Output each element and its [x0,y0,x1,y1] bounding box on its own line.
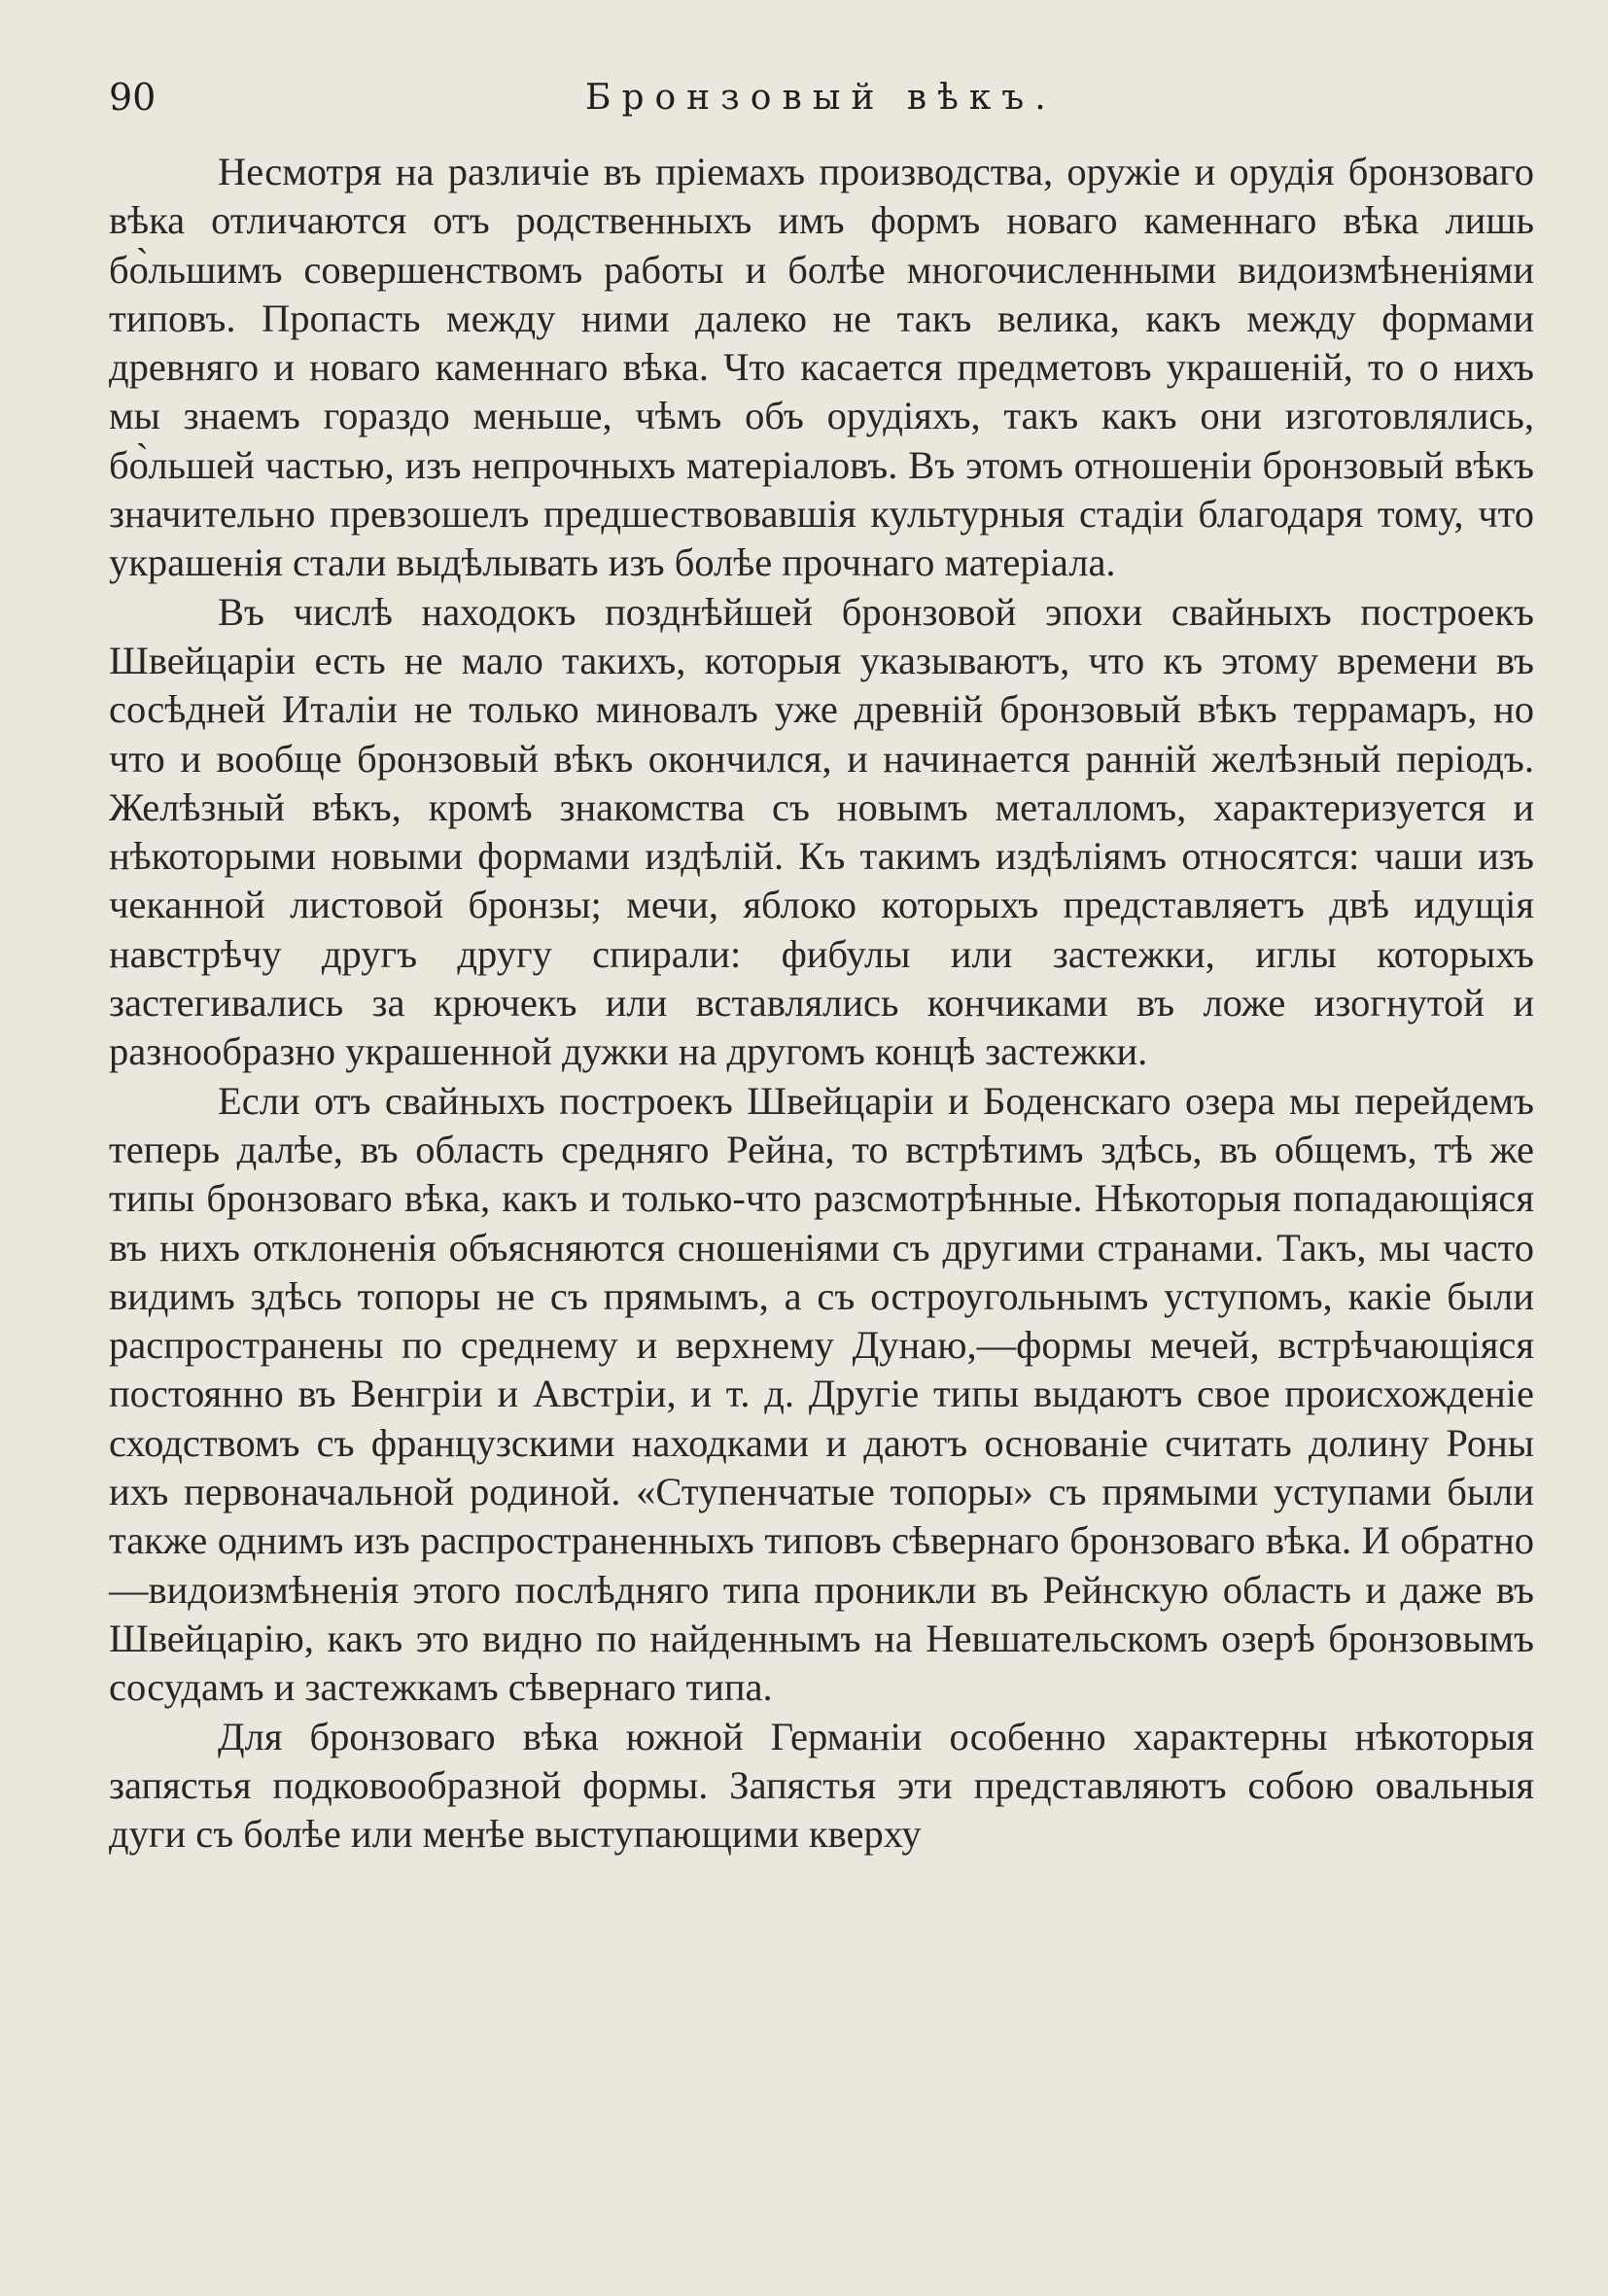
paragraph: Если отъ свайныхъ построекъ Швейцаріи и Боденскаго озера мы перейдемъ теперь далѣе, въ область средняго Рейна, то встрѣтимъ здѣсь, въ общемъ, тѣ же типы бронзоваго вѣка, какъ и только-что разсмотрѣнные. Нѣкоторыя попадающіяся въ нихъ отклоненія объясняются сношеніями съ другими странами. Такъ, мы часто видимъ здѣсь топоры не съ прямымъ, а съ остроугольнымъ уступомъ, какіе были распространены по среднему и верхнему Дунаю,—формы мечей, встрѣчающіяся постоянно въ Венгріи и Австріи, и т. д. Другіе типы выдаютъ свое происхожденіе сходствомъ съ французскими находками и даютъ основаніе считать долину Роны ихъ первоначальной родиной. «Ступенчатые топоры» съ прямыми уступами были также однимъ изъ распространенныхъ типовъ сѣвернаго бронзоваго вѣка. И обратно—видоизмѣненія этого послѣдняго типа проникли въ Рейнскую область и даже въ Швейцарію, какъ это видно по найденнымъ на Невшательскомъ озерѣ бронзовымъ сосудамъ и застежкамъ сѣвернаго типа. [109,1078,1534,1710]
running-title: Бронзовый вѣкъ. [585,78,1057,118]
paragraph: Несмотря на различіе въ пріемахъ производства, оружіе и орудія бронзоваго вѣка отличаются отъ родственныхъ имъ формъ новаго каменнаго вѣка лишь бо̀льшимъ совершенствомъ работы и болѣе многочисленными видоизмѣненіями типовъ. Пропасть между ними далеко не такъ велика, какъ между формами древняго и новаго каменнаго вѣка. Что касается предметовъ украшеній, то о нихъ мы знаемъ гораздо меньше, чѣмъ объ орудіяхъ, такъ какъ они изготовлялись, бо̀льшей частью, изъ непрочныхъ матеріаловъ. Въ этомъ отношеніи бронзовый вѣкъ значительно превзошелъ предшествовавшія культурныя стадіи благодаря тому, что украшенія стали выдѣлывать изъ болѣе прочнаго матеріала. [109,150,1534,585]
body-text [109,148,1534,1859]
paragraph: Въ числѣ находокъ позднѣйшей бронзовой эпохи свайныхъ построекъ Швейцаріи есть не мало такихъ, которыя указываютъ, что къ этому времени въ сосѣдней Италіи не только миновалъ уже древній бронзовый вѣкъ террамаръ, но что и вообще бронзовый вѣкъ окончился, и начинается ранній желѣзный періодъ. Желѣзный вѣкъ, кромѣ знакомства съ новымъ металломъ, характеризуется и нѣкоторыми новыми формами издѣлій. Къ такимъ издѣліямъ относятся: чаши изъ чеканной листовой бронзы; мечи, яблоко которыхъ представляетъ двѣ идущія навстрѣчу другъ другу спирали: фибулы или застежки, иглы которыхъ застегивались за крючекъ или вставлялись кончиками въ ложе изогнутой и разнообразно украшенной дужки на другомъ концѣ застежки. [109,589,1534,1074]
paragraph: Для бронзоваго вѣка южной Германіи особенно характерны нѣкоторыя запястья подковообразной формы. Запястья эти представляютъ собою овальныя дуги съ болѣе или менѣе выступающими кверху [109,1714,1534,1857]
page-header [109,76,1538,134]
page-number: 90 [109,76,157,119]
